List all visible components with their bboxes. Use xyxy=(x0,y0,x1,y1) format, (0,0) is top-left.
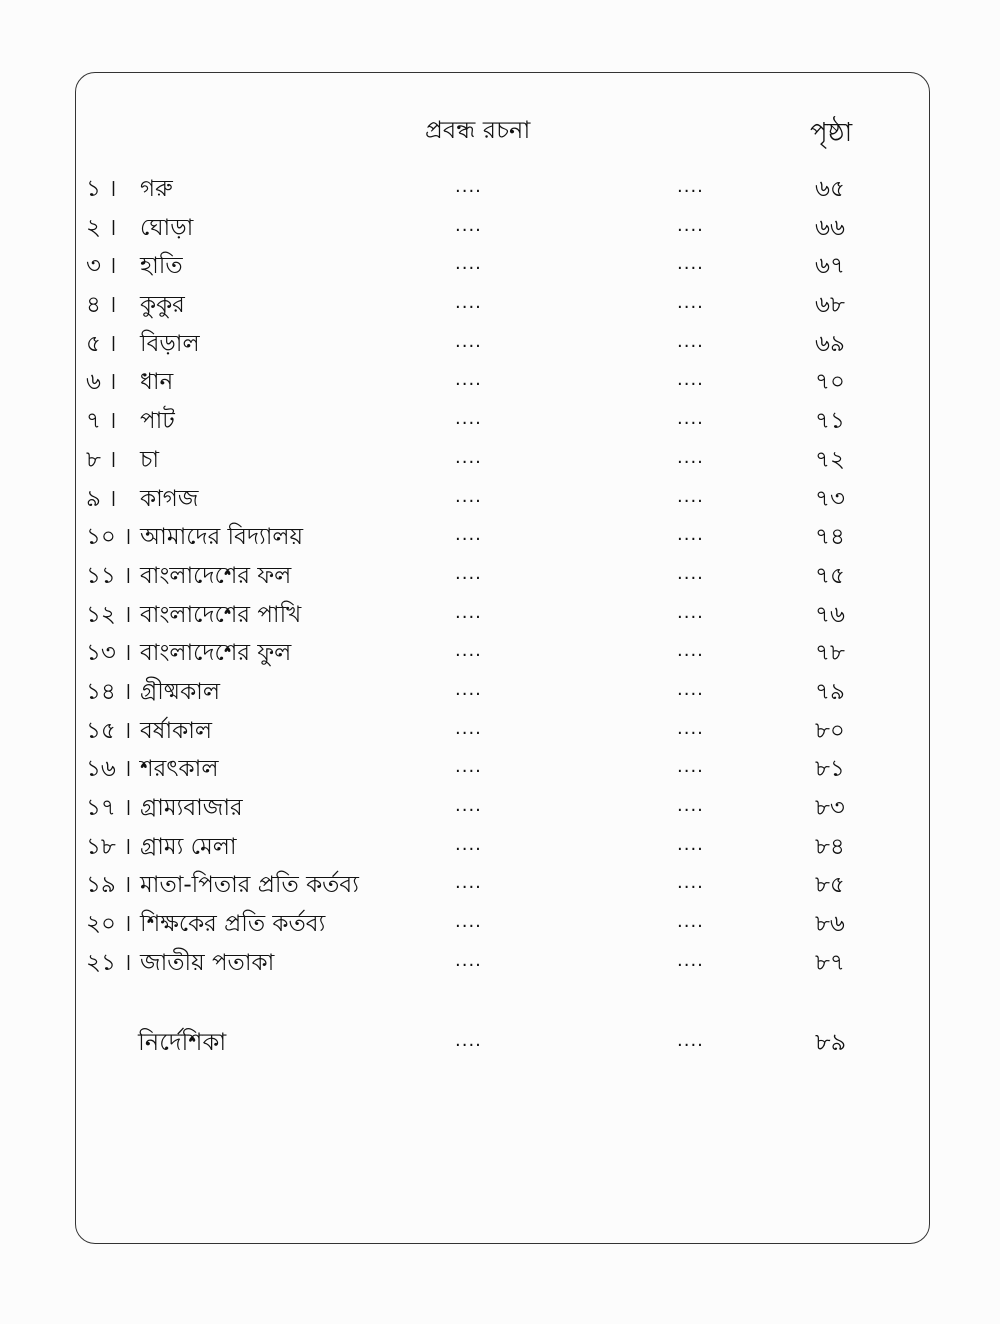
leader-dots: .... xyxy=(677,408,704,430)
toc-entry-title: জাতীয় পতাকা xyxy=(140,949,275,976)
leader-dots: .... xyxy=(455,717,482,739)
toc-entry-page: ৭২ xyxy=(815,446,845,473)
toc-entry[interactable] xyxy=(0,480,1000,519)
toc-entry-title: নির্দেশিকা xyxy=(138,1028,227,1056)
toc-entry-number: ৮ । xyxy=(86,446,117,473)
toc-entry[interactable] xyxy=(0,209,1000,248)
toc-entry-title: গ্রাম্য মেলা xyxy=(140,833,237,860)
leader-dots: .... xyxy=(677,678,704,700)
toc-entry-title: কাগজ xyxy=(140,485,199,512)
leader-dots: .... xyxy=(455,369,482,391)
toc-entry-page: ৮৭ xyxy=(815,949,845,976)
leader-dots: .... xyxy=(677,601,704,623)
toc-entry-page: ৬৫ xyxy=(815,176,845,202)
leader-dots: .... xyxy=(677,756,704,778)
toc-entry-page: ৭১ xyxy=(815,408,845,435)
toc-entry[interactable] xyxy=(0,789,1000,828)
leader-dots: .... xyxy=(677,446,704,468)
leader-dots: .... xyxy=(455,678,482,700)
toc-entry-title: চা xyxy=(140,446,160,473)
page-column-label: পৃষ্ঠা xyxy=(810,118,853,148)
toc-entry-title: শিক্ষকের প্রতি কর্তব্য xyxy=(140,911,326,938)
toc-entry-title: বাংলাদেশের পাখি xyxy=(140,601,302,628)
toc-entry[interactable] xyxy=(0,363,1000,402)
toc-entry[interactable] xyxy=(0,170,1000,209)
toc-entry-number: ২০ । xyxy=(86,911,132,938)
toc-entry[interactable] xyxy=(0,325,1000,364)
toc-entry-page: ৮৩ xyxy=(815,795,845,821)
leader-dots: .... xyxy=(677,214,704,236)
toc-entry-page: ৭৩ xyxy=(815,485,845,512)
toc-entry[interactable] xyxy=(0,944,1000,983)
toc-entry-page: ৮৪ xyxy=(815,833,845,860)
leader-dots: .... xyxy=(455,756,482,778)
toc-list xyxy=(0,170,1000,982)
toc-entry-title: আমাদের বিদ্যালয় xyxy=(140,524,304,551)
toc-entry-page: ৭৫ xyxy=(815,562,845,589)
leader-dots: .... xyxy=(677,795,704,816)
leader-dots: .... xyxy=(677,524,704,546)
toc-entry[interactable] xyxy=(0,634,1000,673)
leader-dots: .... xyxy=(677,717,704,739)
leader-dots: .... xyxy=(455,562,482,584)
toc-entry-number: ১৮ । xyxy=(86,833,132,860)
toc-entry-title: পাট xyxy=(140,408,175,435)
toc-entry-title: বাংলাদেশের ফল xyxy=(140,562,292,589)
leader-dots: .... xyxy=(455,176,482,197)
leader-dots: .... xyxy=(455,949,482,971)
toc-entry[interactable] xyxy=(0,518,1000,557)
leader-dots: .... xyxy=(455,640,482,662)
leader-dots: .... xyxy=(677,176,704,197)
toc-entry-page: ৮৯ xyxy=(815,1028,847,1056)
leader-dots: .... xyxy=(677,369,704,391)
toc-entry-page: ৭০ xyxy=(815,369,845,396)
leader-dots: .... xyxy=(455,485,482,507)
toc-entry-page: ৭৯ xyxy=(815,678,845,705)
toc-entry-page: ৭৪ xyxy=(815,524,845,551)
toc-entry-title: গ্রীষ্মকাল xyxy=(140,678,220,705)
toc-entry-number: ২১ । xyxy=(86,949,132,976)
leader-dots: .... xyxy=(677,911,704,933)
leader-dots: .... xyxy=(455,1030,482,1051)
toc-entry[interactable] xyxy=(0,286,1000,325)
toc-entry-page: ৭৮ xyxy=(815,640,845,667)
toc-entry-title: ঘোড়া xyxy=(140,214,194,241)
toc-entry-title: মাতা-পিতার প্রতি কর্তব্য xyxy=(140,872,359,899)
toc-entry-title: বিড়াল xyxy=(140,330,200,357)
toc-entry-number: ৯ । xyxy=(86,485,117,512)
leader-dots: .... xyxy=(677,562,704,584)
toc-entry-title: বাংলাদেশের ফুল xyxy=(140,640,292,667)
toc-entry[interactable] xyxy=(0,402,1000,441)
toc-entry-page: ৮৫ xyxy=(815,872,845,899)
leader-dots: .... xyxy=(677,872,704,894)
toc-entry-number: ১৫ । xyxy=(86,717,132,744)
toc-entry-number: ১০ । xyxy=(86,524,132,551)
toc-entry-page: ৭৬ xyxy=(815,601,845,628)
leader-dots: .... xyxy=(677,330,704,352)
toc-entry-page: ৮৬ xyxy=(815,911,845,938)
leader-dots: .... xyxy=(677,485,704,507)
toc-entry-number: ৫ । xyxy=(86,330,117,357)
toc-entry-number: ১ । xyxy=(86,176,117,202)
leader-dots: .... xyxy=(455,214,482,236)
toc-entry[interactable] xyxy=(0,557,1000,596)
leader-dots: .... xyxy=(455,253,482,275)
toc-entry-number: ৪ । xyxy=(86,292,117,319)
leader-dots: .... xyxy=(455,795,482,816)
toc-entry-title: হাতি xyxy=(140,253,183,280)
toc-entry[interactable] xyxy=(0,866,1000,905)
leader-dots: .... xyxy=(455,524,482,546)
leader-dots: .... xyxy=(677,833,704,855)
leader-dots: .... xyxy=(677,1030,704,1051)
toc-entry-title: শরৎকাল xyxy=(140,756,219,783)
toc-entry[interactable] xyxy=(0,673,1000,712)
toc-index-row[interactable] xyxy=(0,1024,1000,1064)
toc-entry-number: ২ । xyxy=(86,214,117,241)
toc-entry-title: বর্ষাকাল xyxy=(140,717,213,744)
toc-entry-number: ১৪ । xyxy=(86,678,132,705)
leader-dots: .... xyxy=(455,601,482,623)
leader-dots: .... xyxy=(455,833,482,855)
leader-dots: .... xyxy=(677,253,704,275)
leader-dots: .... xyxy=(677,949,704,971)
section-title: প্রবন্ধ রচনা xyxy=(425,116,531,144)
leader-dots: .... xyxy=(455,408,482,430)
toc-entry[interactable] xyxy=(0,247,1000,286)
toc-entry-number: ৭ । xyxy=(86,408,117,435)
toc-entry[interactable] xyxy=(0,712,1000,751)
toc-entry-number: ১৯ । xyxy=(86,872,132,899)
leader-dots: .... xyxy=(455,330,482,352)
leader-dots: .... xyxy=(677,292,704,314)
toc-entry[interactable] xyxy=(0,828,1000,867)
leader-dots: .... xyxy=(455,872,482,894)
leader-dots: .... xyxy=(455,292,482,314)
toc-entry[interactable] xyxy=(0,905,1000,944)
toc-entry-number: ১৭ । xyxy=(86,795,132,821)
leader-dots: .... xyxy=(455,911,482,933)
leader-dots: .... xyxy=(455,446,482,468)
toc-entry-title: ধান xyxy=(140,369,174,396)
toc-entry-title: কুকুর xyxy=(140,292,185,319)
toc-entry-title: গরু xyxy=(140,176,173,202)
toc-entry-number: ১২ । xyxy=(86,601,132,628)
toc-entry-page: ৮১ xyxy=(815,756,845,783)
toc-entry[interactable] xyxy=(0,441,1000,480)
leader-dots: .... xyxy=(677,640,704,662)
toc-entry-page: ৬৯ xyxy=(815,330,845,357)
toc-entry-page: ৬৬ xyxy=(815,214,845,241)
toc-entry-page: ৬৮ xyxy=(815,292,845,319)
toc-entry[interactable] xyxy=(0,750,1000,789)
toc-entry-number: ৬ । xyxy=(86,369,117,396)
toc-entry[interactable] xyxy=(0,596,1000,635)
toc-entry-number: ১১ । xyxy=(86,562,132,589)
toc-entry-page: ৬৭ xyxy=(815,253,845,280)
toc-entry-number: ১৩ । xyxy=(86,640,132,667)
toc-entry-number: ১৬ । xyxy=(86,756,132,783)
toc-entry-title: গ্রাম্যবাজার xyxy=(140,795,243,821)
toc-entry-number: ৩ । xyxy=(86,253,117,280)
toc-entry-page: ৮০ xyxy=(815,717,845,744)
